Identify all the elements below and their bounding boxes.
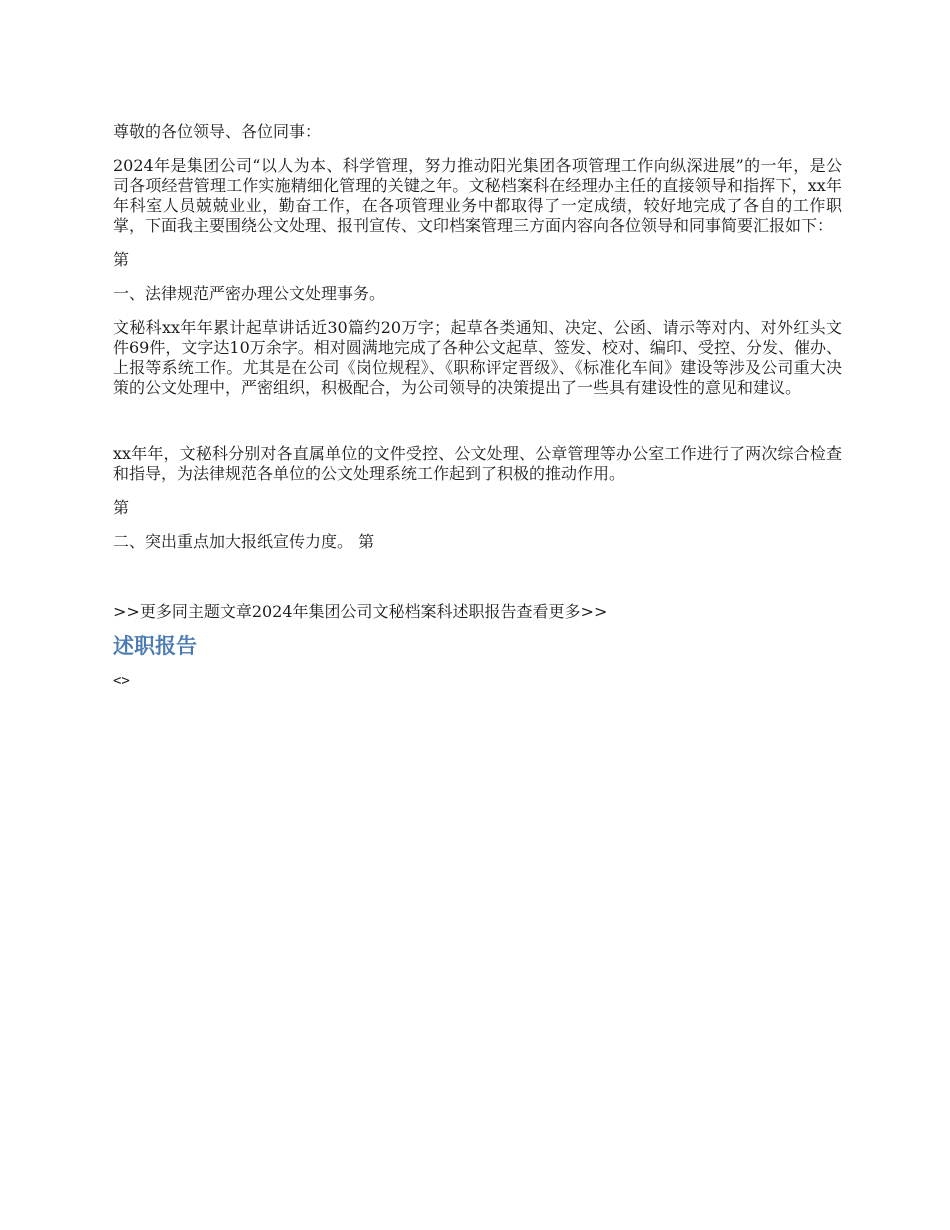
section-2-title: 二、突出重点加大报纸宣传力度。 第 — [113, 532, 375, 551]
section-marker: 第 — [113, 498, 130, 517]
intro-paragraph: 2024年是集团公司“以人为本、科学管理，努力推动阳光集团各项管理工作向纵深进展”的一年，是公司各项经营管理工作实施精细化管理的关键之年。文秘档案科在经理办主任的直接领导和指挥下，xx年年科室人员兢兢业业，勤奋工作，在各项管理业务中都取得了一定成绩，较好地完成了各自的工作职掌，下面我主要围绕公文处理、报刊宣传、文印档案管理三方面内容向各位领导和同事简要汇报如下： — [113, 156, 842, 235]
section-1-title: 一、法律规范严密办理公文处理事务。 — [113, 284, 386, 303]
prev-next-nav[interactable]: <> — [113, 673, 130, 689]
related-heading[interactable]: 述职报告 — [113, 634, 197, 658]
section-1-body-2: xx年年，文秘科分别对各直属单位的文件受控、公文处理、公章管理等办公室工作进行了两次综合检查和指导，为法律规范各单位的公文处理系统工作起到了积极的推动作用。 — [113, 444, 842, 483]
section-1-body: 文秘科xx年年累计起草讲话近30篇约20万字；起草各类通知、决定、公函、请示等对内、对外红头文件69件，文字达10万余字。相对圆满地完成了各种公文起草、签发、校对、编印、受控、分发、催办、上报等系统工作。尤其是在公司《岗位规程》、《职称评定晋级》、《标准化车间》建设等涉及公司重大决策的公文处理中，严密组织，积极配合，为公司领导的决策提出了一些具有建设性的意见和建议。 — [113, 318, 842, 397]
more-articles-link[interactable]: >>更多同主题文章2024年集团公司文秘档案科述职报告查看更多>> — [113, 602, 608, 621]
salutation: 尊敬的各位领导、各位同事： — [113, 122, 322, 141]
section-marker: 第 — [113, 250, 130, 269]
